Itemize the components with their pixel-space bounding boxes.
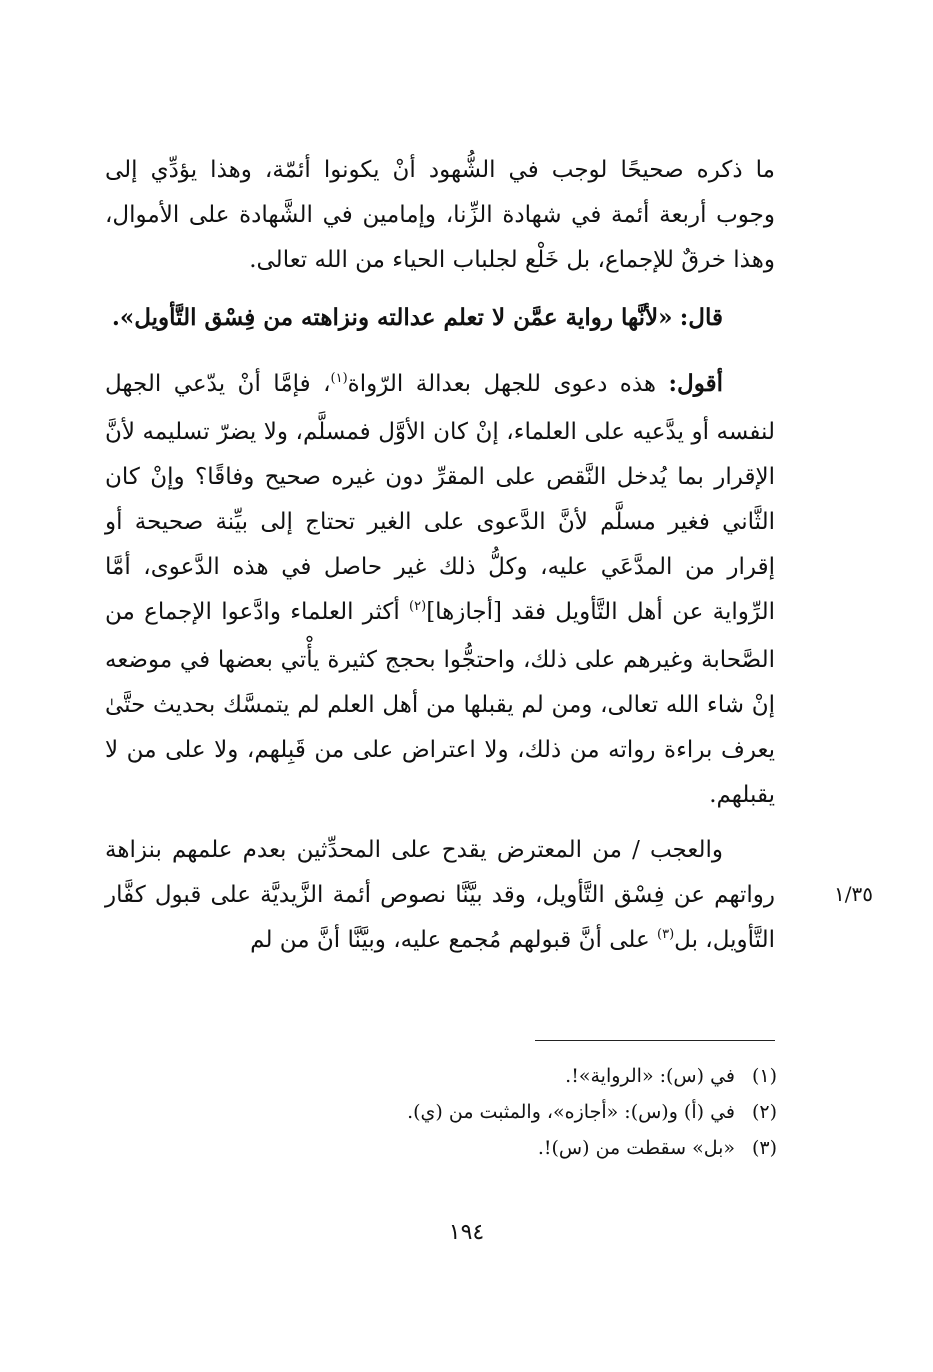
footnote-text: «بل» سقطت من (س)!. [537,1137,735,1159]
footnote-3 [200,1130,777,1166]
paragraph-1 [105,148,775,283]
footnote-ref-3: (٣) [657,927,675,942]
footnote-ref-1: (١) [330,371,348,386]
footnote-text: في (أ) و(س): «أجازه»، والمثبت من (ي). [407,1101,735,1123]
ajab-text-part-2: على أنَّ قبولهم مُجمع عليه، وبيَّنَّا أنَّ من لم [250,927,658,953]
ajab-text-part-1: والعجب / من المعترض يقدح على المحدِّثين بعدم علمهم بنزاهة رواتهم عن فِسْق التَّأويل، وقد بيَّنَّا نصوص أئمة الزَّيديَّة على قبول كفَّار التَّأويل، بل [105,837,775,953]
footnote-1 [200,1058,777,1094]
aqul-text-part-3: أكثر العلماء وادَّعوا الإجماع من الصَّحابة وغيرهم على ذلك، واحتجُّوا بحجج كثيرة يأْتي بعضها في موضعه إنْ شاء الله تعالى، ومن لم يقبلها من أهل العلم لم يتمسَّك بحديث حتَّىٰ يعرف براءة رواته من ذلك، ولا اعتراض على من قَبِلهم، ولا على من لا يقبلهم. [105,599,775,808]
aqul-text-part-1: هذه دعوى للجهل بعدالة الرّواة [347,371,657,397]
footnote-ref-2: (٢) [409,599,427,614]
paragraph-qala [105,295,775,341]
aqul-text-part-2: ، فإمَّا أنْ يدّعي الجهل لنفسه أو يدَّعيه على العلماء، إنْ كان الأوَّل فمسلَّم، ولا يضرّ تسليمه لأنَّ الإقرار بما يُدخل النَّقص على المقرِّ دون غيره صحيح وفاقًا؟ وإنْ كان الثَّاني فغير مسلَّم لأنَّ الدَّعوى على الغير تحتاج إلى بيِّنة صحيحة أو إقرار من المدَّعَي عليه، وكلُّ ذلك غير حاصل في هذه الدَّعوى، أمَّا الرِّواية عن أهل التَّأويل فقد [أجازها] [105,371,775,625]
footnote-2 [200,1094,777,1130]
paragraph-aqul [105,361,775,818]
footnotes [200,1058,777,1166]
qala-label: قال: [679,304,723,331]
aqul-label: أقول: [668,370,723,397]
footnote-number: (١) [751,1065,777,1087]
qala-quote: «لأنَّها رواية عمَّن لا تعلم عدالته ونزاهته من فِسْق التَّأويل». [111,304,673,331]
paragraph-ajab [105,828,775,966]
main-text [105,148,775,966]
manuscript-folio-note: ١/٣٥ [834,882,873,906]
footnote-number: (٣) [751,1137,777,1159]
paragraph-1-text: ما ذكره صحيحًا لوجب في الشُّهود أنْ يكونوا أئمّة، وهذا يؤدِّي إلى وجوب أربعة أئمة في شهادة الزِّنا، وإمامين في الشَّهادة على الأموال، وهذا خرقٌ للإجماع، بل خَلْع لجلباب الحياء من الله تعالى. [105,157,775,273]
page-number: ١٩٤ [448,1220,485,1245]
footnote-text: في (س): «الرواية»!. [565,1065,735,1087]
footnote-divider [535,1040,775,1041]
footnote-number: (٢) [751,1101,777,1123]
